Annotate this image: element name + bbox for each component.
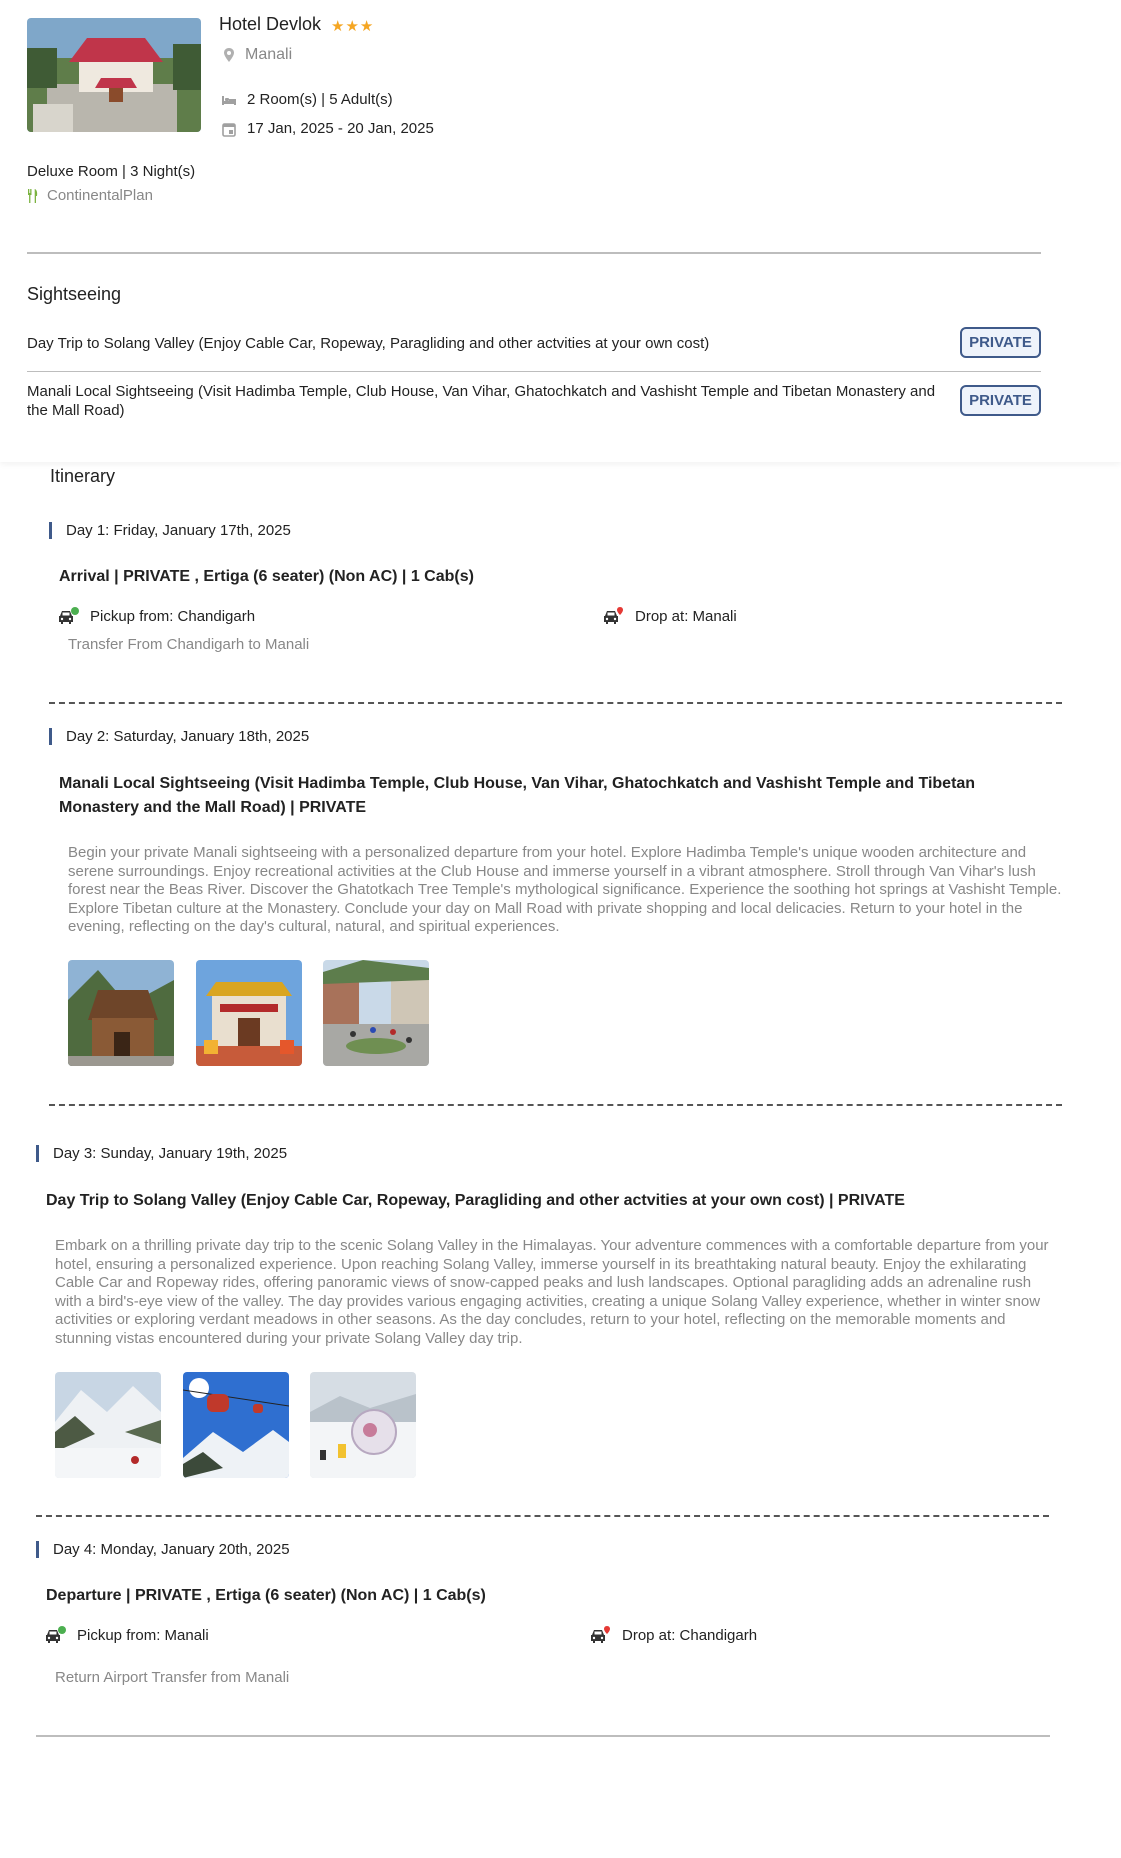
day-separator (36, 1515, 1049, 1517)
pickup-row (45, 1625, 209, 1645)
sightseeing-photo[interactable] (55, 1372, 161, 1478)
drop-text: Drop at: Chandigarh (622, 1626, 758, 1644)
calendar-icon (221, 121, 237, 137)
car-drop-icon (590, 1625, 612, 1645)
stay-dates-row (221, 120, 434, 137)
segment-title (59, 772, 1059, 820)
private-badge: PRIVATE (960, 385, 1041, 416)
day-heading: Day 1: Friday, January 17th, 2025 (49, 522, 291, 539)
divider (27, 371, 1041, 372)
rooms-guests-text: 2 Room(s) | 5 Adult(s) (247, 91, 393, 108)
day-heading: Day 4: Monday, January 20th, 2025 (36, 1541, 290, 1558)
day-separator (49, 1104, 1062, 1106)
transfer-note: Transfer From Chandigarh to Manali (68, 636, 310, 653)
divider (36, 1735, 1050, 1737)
drop-text: Drop at: Manali (635, 607, 737, 625)
drop-row (603, 606, 737, 626)
day-separator (49, 702, 1062, 704)
hotel-image[interactable] (27, 18, 201, 132)
segment-title (46, 1189, 1056, 1213)
segment-title (59, 565, 1049, 589)
fork-knife-icon (27, 189, 39, 203)
drop-row (590, 1625, 757, 1645)
meal-plan-text: ContinentalPlan (47, 187, 153, 204)
hotel-name: Hotel Devlok (219, 14, 322, 34)
star-rating: ★★★ (331, 18, 375, 35)
pickup-text: Pickup from: Manali (77, 1626, 209, 1644)
day-heading: Day 2: Saturday, January 18th, 2025 (49, 728, 309, 745)
sightseeing-photo[interactable] (196, 960, 302, 1066)
car-drop-icon (603, 606, 625, 626)
sightseeing-photo[interactable] (68, 960, 174, 1066)
rooms-guests-row (221, 91, 393, 108)
room-type: Deluxe Room | 3 Night(s) (27, 163, 196, 180)
sightseeing-photo[interactable] (183, 1372, 289, 1478)
hotel-location (221, 46, 292, 64)
sightseeing-photo[interactable] (323, 960, 429, 1066)
bed-icon (221, 92, 237, 108)
sightseeing-photo[interactable] (310, 1372, 416, 1478)
car-pickup-icon (58, 606, 80, 626)
day-description: Embark on a thrilling private day trip to the scenic Solang Valley in the Himalayas. Your adventure commences with a comfortable departure from your hotel, ensuring a personalized experience. Upon reaching Solang Valley, immerse yourself in its breathtaking natural beauty. Enjoy the exhilarating Cable Car and Ropeway rides, offering panoramic views of snow-capped peaks and lush landscapes. Optional paragliding adds an adrenaline rush with a bird's-eye view of the valley. The day provides various engaging activities, creating a unique Solang Valley experience, whether in winter snow activities or exploring verdant meadows in other seasons. As the day concludes, return to your hotel, reflecting on the memorable moments and stunning vistas encountered during your private Solang Valley day trip. (55, 1237, 1049, 1347)
location-text: Manali (245, 46, 293, 63)
pickup-text: Pickup from: Chandigarh (90, 607, 256, 625)
hotel-card (0, 0, 1121, 462)
sightseeing-item: Manali Local Sightseeing (Visit Hadimba Temple, Club House, Van Vihar, Ghatochkatch and Vashisht Temple and Tibetan Monastery and the Mall Road) (27, 383, 936, 419)
private-badge: PRIVATE (960, 327, 1041, 358)
segment-title (46, 1584, 1046, 1608)
transfer-note: Return Airport Transfer from Manali (55, 1669, 290, 1686)
sightseeing-title: Sightseeing (27, 284, 122, 304)
divider (27, 252, 1041, 254)
location-pin-icon (221, 47, 237, 63)
segment-title-text: Departure | PRIVATE , Ertiga (6 seater) (Non AC) | 1 Cab(s) (46, 1587, 486, 1604)
stay-dates-text: 17 Jan, 2025 - 20 Jan, 2025 (247, 120, 434, 137)
meal-plan (27, 187, 153, 204)
pickup-row (58, 606, 255, 626)
segment-title-text: Day Trip to Solang Valley (Enjoy Cable Car, Ropeway, Paragliding and other actvities at your own cost) | PRIVATE (46, 1192, 905, 1209)
day-description: Begin your private Manali sightseeing with a personalized departure from your hotel. Explore Hadimba Temple's unique wooden architecture and serene surroundings. Enjoy recreational activities at the Club House and immerse yourself in a vibrant atmosphere. Stroll through Van Vihar's lush forest near the Beas River. Discover the Ghatotkach Tree Temple's mythological significance. Experience the soothing hot springs at Vashisht Temple. Explore Tibetan culture at the Monastery. Conclude your day on Mall Road with private shopping and local delicacies. Return to your hotel in the evening, reflecting on the day's cultural, natural, and spiritual experiences. (68, 844, 1062, 935)
segment-title-text: Arrival | PRIVATE , Ertiga (6 seater) (Non AC) | 1 Cab(s) (59, 568, 474, 585)
day-heading: Day 3: Sunday, January 19th, 2025 (36, 1145, 287, 1162)
segment-title-text: Manali Local Sightseeing (Visit Hadimba Temple, Club House, Van Vihar, Ghatochkatch and Vashisht Temple and Tibetan Monastery and the Mall Road) | PRIVATE (59, 775, 976, 816)
car-pickup-icon (45, 1625, 67, 1645)
sightseeing-item: Day Trip to Solang Valley (Enjoy Cable Car, Ropeway, Paragliding and other actvities at your own cost) (27, 335, 710, 352)
itinerary-title: Itinerary (50, 466, 116, 486)
